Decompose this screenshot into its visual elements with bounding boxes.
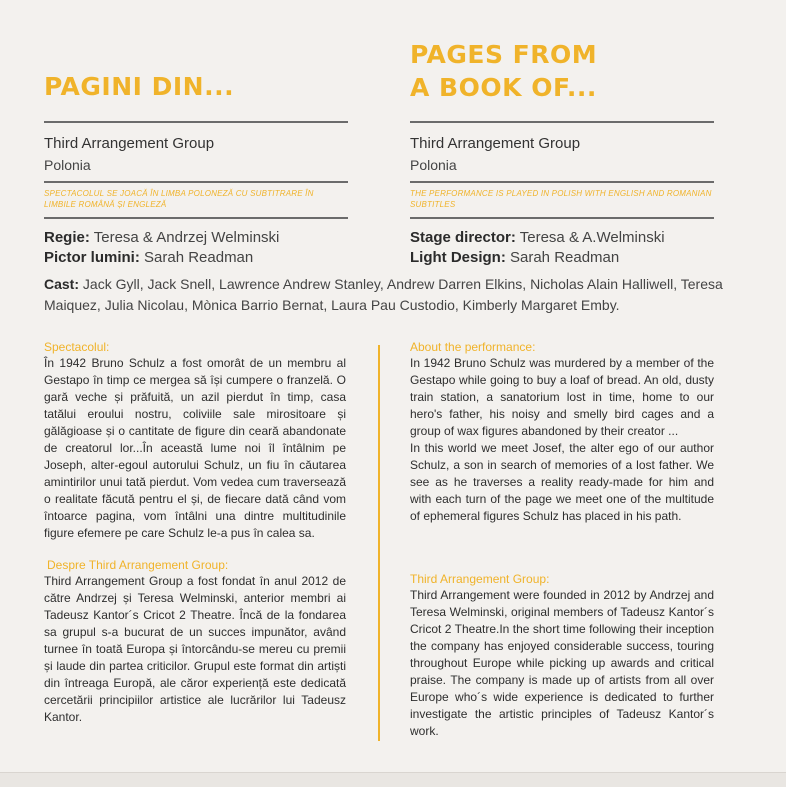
ro-light-credit xyxy=(44,248,253,268)
en-title-line-2: A BOOK OF... xyxy=(410,73,597,102)
en-country: Polonia xyxy=(410,157,457,173)
ro-group-text: Third Arrangement Group a fost fondat în anul 2012 de către Andrzej și Teresa Welminski, anterior membri ai Tadeusz Kantor´s Cricot 2 Theatre. Încă de la fondarea sa grupul s-a bucurat de un succes impunător, având turnee în toată Europa și întorcându-se mereu cu premii și laude din partea criticilor. Grupul este format din artiști din întreaga Europă, ale căror experiență este dedicată cercetării principiilor artistice ale lucrărilor lui Tadeusz Kantor. xyxy=(44,574,346,724)
en-rule-top xyxy=(410,121,714,123)
ro-language-note: SPECTACOLUL SE JOACĂ ÎN LIMBA POLONEZĂ CU SUBTITRARE ÎN LIMBILE ROMÂNĂ ȘI ENGLEZĂ xyxy=(44,189,314,209)
ro-rule-mid xyxy=(44,181,348,183)
ro-director-value: Teresa & Andrzej Welminski xyxy=(89,229,280,246)
en-group-heading: Third Arrangement Group: xyxy=(410,572,550,586)
en-light-value: Sarah Readman xyxy=(505,249,620,266)
en-body xyxy=(410,340,714,525)
en-light-credit xyxy=(410,248,619,268)
en-group-section xyxy=(410,572,714,740)
en-rule-bottom xyxy=(410,217,714,219)
ro-light-value: Sarah Readman xyxy=(139,249,254,266)
en-about-text-1: In 1942 Bruno Schulz was murdered by a member of the Gestapo while going to buy a loaf of bread. An old, dusty train station, a sanatorium lost in time, home to our hero's father, his noisy and smelly bird cages and a group of wax figures abandoned by their creator ... xyxy=(410,356,714,438)
ro-about-heading: Spectacolul: xyxy=(44,340,110,354)
ro-about-text: În 1942 Bruno Schulz a fost omorât de un membru al Gestapo în timp ce mergea să își cumpere o franzelă. O gară veche și prăfuită, un azil pierdut în timp, casa tatălui eroului nostru, coliviile sale mirositoare și gălăgioase și o cantitate de figure din ceară abandonate de creatorul lor...În această lume noi îl întâlnim pe Joseph, alter-egoul autorului Schulz, un fiu în căutarea amintirilor unui tată pierdut. Vom vedea cum traversează o realitate făcută pentru el și, de fiecare dată când vom întoarce pagina, vom întâlni una dintre multitudinile figure efemere pe care Schulz le-a pus în calea sa. xyxy=(44,356,346,540)
page-bottom-edge xyxy=(0,772,786,787)
ro-title: PAGINI DIN... xyxy=(44,72,235,101)
ro-director-label: Regie: xyxy=(44,229,90,246)
ro-country: Polonia xyxy=(44,157,91,173)
ro-body xyxy=(44,340,346,726)
en-group-text: Third Arrangement were founded in 2012 by Andrzej and Teresa Welminski, original members of Tadeusz Kantor´s Cricot 2 Theatre.In the short time following their inception the company has enjoyed considerable success, touring throughout Europe while picking up awards and critical praise. The company is made up of artists from all over Europe who´s wide experience is dedicated to further investigate the artistic principles of Tadeusz Kantor´s work. xyxy=(410,588,714,738)
ro-group-heading: Despre Third Arrangement Group: xyxy=(47,558,229,572)
ro-director-credit xyxy=(44,228,279,248)
en-director-credit xyxy=(410,228,665,248)
column-divider xyxy=(378,345,380,741)
cast-names: Jack Gyll, Jack Snell, Lawrence Andrew Stanley, Andrew Darren Elkins, Nicholas Alain Halliwell, Teresa Maiquez, Julia Nicolau, Mònica Barrio Bernat, Laura Pau Custodio, Kimberly Margaret Emby. xyxy=(44,276,723,313)
ro-group-name: Third Arrangement Group xyxy=(44,135,215,152)
en-director-label: Stage director: xyxy=(410,229,516,246)
en-language-note: THE PERFORMANCE IS PLAYED IN POLISH WITH ENGLISH AND ROMANIAN SUBTITLES xyxy=(410,189,712,209)
en-title xyxy=(410,38,597,104)
en-director-value: Teresa & A.Welminski xyxy=(515,229,665,246)
en-about-heading: About the performance: xyxy=(410,340,536,354)
cast-label: Cast: xyxy=(44,276,80,292)
en-about-text-2: In this world we meet Josef, the alter ego of our author Schulz, a son in search of memories of a lost father. We see as he traverses a reality ready-made for him and with each turn of the page we meet one of the multitude of ephemeral figures Schulz has placed in his path. xyxy=(410,441,714,523)
cast-list xyxy=(44,274,724,316)
en-light-label: Light Design: xyxy=(410,249,506,266)
en-title-line-1: PAGES FROM xyxy=(410,40,598,69)
ro-rule-bottom xyxy=(44,217,348,219)
ro-light-label: Pictor lumini: xyxy=(44,249,140,266)
en-group-name: Third Arrangement Group xyxy=(410,135,581,152)
ro-rule-top xyxy=(44,121,348,123)
en-rule-mid xyxy=(410,181,714,183)
